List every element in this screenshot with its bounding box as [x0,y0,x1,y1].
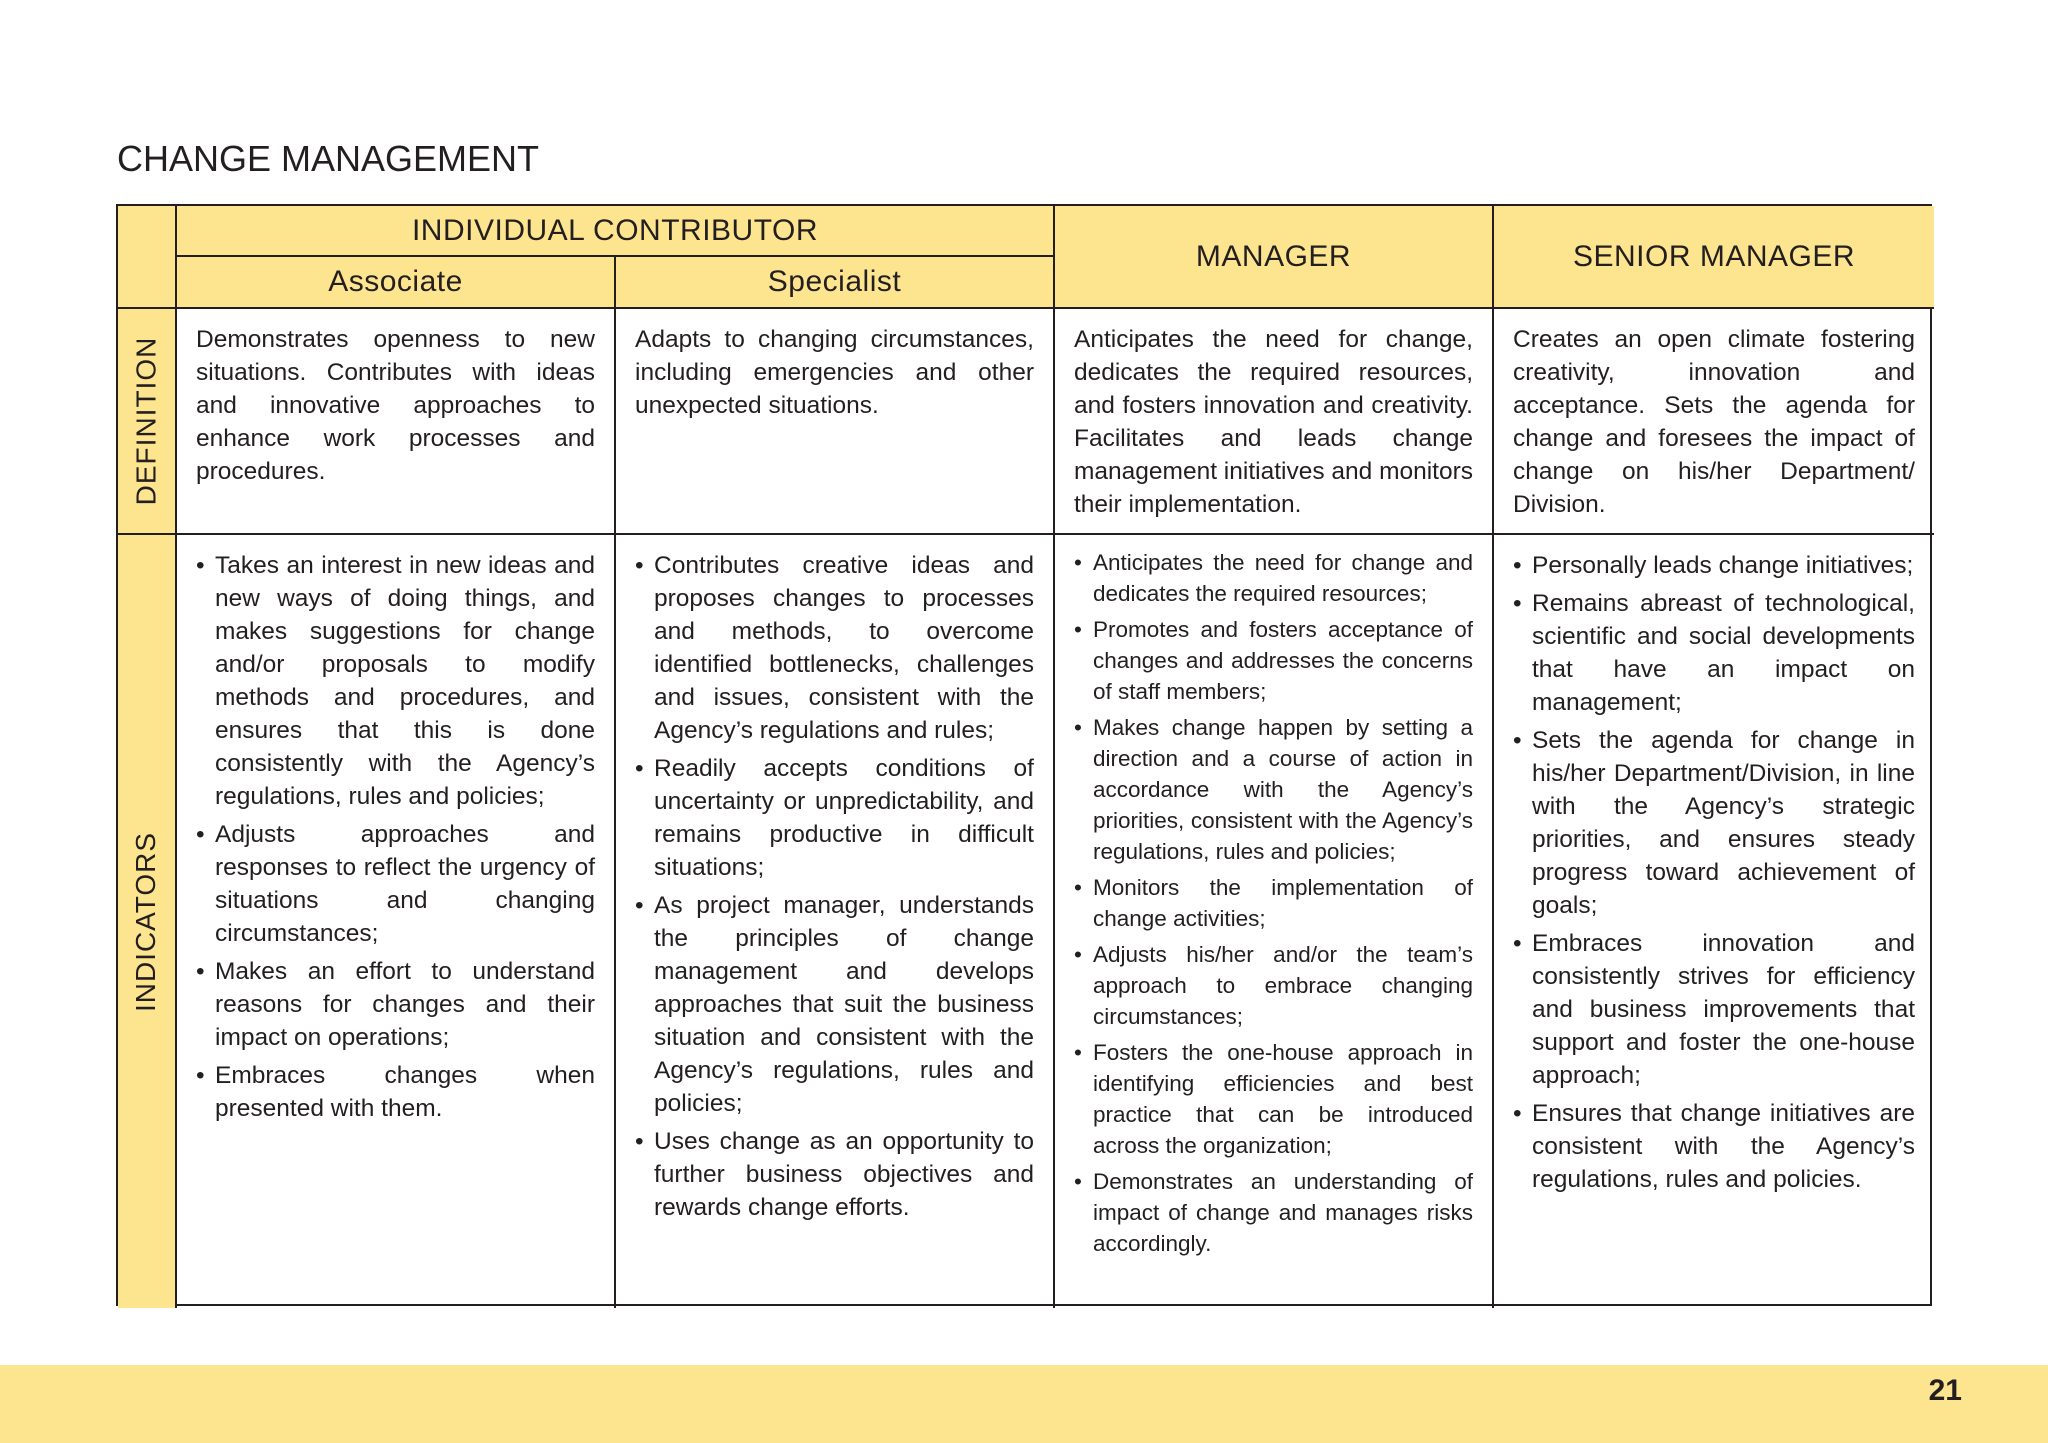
indicator-item: • Takes an interest in new ideas and new ways of doing things, and makes suggestions for change and/or proposals to modify methods and procedures, and ensures that this is done consistently with the Agency’s regulations, rules and policies; [196,549,595,813]
indicator-item: • Uses change as an opportunity to further business objectives and rewards change efforts. [635,1125,1034,1224]
header-associate: Associate [177,257,616,309]
indicators-manager [1055,535,1494,1308]
corner-cell [118,206,177,309]
definition-associate: Demonstrates openness to new situations. Contributes with ideas and innovative approaches to enhance work processes and procedures. [177,309,616,535]
indicator-item: • Makes an effort to understand reasons for changes and their impact on operations; [196,955,595,1054]
header-specialist: Specialist [616,257,1055,309]
indicator-item: • Sets the agenda for change in his/her Department/Division, in line with the Agency’s strategic priorities, and ensures steady progress toward achievement of goals; [1513,724,1915,922]
definition-specialist: Adapts to changing circumstances, including emergencies and other unexpected situations. [616,309,1055,535]
indicators-label: INDICATORS [130,831,162,1012]
header-manager: MANAGER [1055,206,1494,309]
page-number: 21 [1928,1374,1962,1407]
indicator-item: • Readily accepts conditions of uncertainty or unpredictability, and remains productive in difficult situations; [635,752,1034,884]
row-label-indicators [118,535,177,1308]
indicator-item: • Embraces innovation and consistently strives for efficiency and business improvements that support and foster the one-house approach; [1513,927,1915,1092]
indicator-item: • Embraces changes when presented with them. [196,1059,595,1125]
definition-senior-manager: Creates an open climate fostering creativity, innovation and acceptance. Sets the agenda for change and foresees the impact of change on his/her Department/ Division. [1494,309,1934,535]
indicator-item: • Contributes creative ideas and proposes changes to processes and methods, to overcome identified bottlenecks, challenges and issues, consistent with the Agency’s regulations and rules; [635,549,1034,747]
page-title: CHANGE MANAGEMENT [117,138,540,179]
indicator-item: • Demonstrates an understanding of impact of change and manages risks accordingly. [1074,1166,1473,1259]
indicator-item: • Adjusts his/her and/or the team’s approach to embrace changing circumstances; [1074,939,1473,1032]
indicator-list [1513,549,1915,1196]
indicator-item: • Adjusts approaches and responses to reflect the urgency of situations and changing circumstances; [196,818,595,950]
row-label-definition [118,309,177,535]
indicator-item: • Personally leads change initiatives; [1513,549,1915,582]
indicator-list [1074,547,1473,1259]
header-senior-manager: SENIOR MANAGER [1494,206,1934,309]
indicator-item: • Makes change happen by setting a direction and a course of action in accordance with the Agency’s priorities, consistent with the Agency’s regulations, rules and policies; [1074,712,1473,867]
indicators-specialist [616,535,1055,1308]
indicator-list [196,549,595,1125]
indicators-senior-manager [1494,535,1934,1308]
indicator-item: • Promotes and fosters acceptance of changes and addresses the concerns of staff members; [1074,614,1473,707]
footer-band [0,1365,2048,1443]
indicator-item: • As project manager, understands the principles of change management and develops approaches that suit the business situation and consistent with the Agency’s regulations, rules and policies; [635,889,1034,1120]
indicator-item: • Monitors the implementation of change activities; [1074,872,1473,934]
definition-manager: Anticipates the need for change, dedicates the required resources, and fosters innovation and creativity. Facilitates and leads change management initiatives and monitors their implementation. [1055,309,1494,535]
indicator-item: • Anticipates the need for change and dedicates the required resources; [1074,547,1473,609]
indicator-item: • Remains abreast of technological, scientific and social developments that have an impact on management; [1513,587,1915,719]
indicator-item: • Ensures that change initiatives are consistent with the Agency’s regulations, rules and policies. [1513,1097,1915,1196]
indicator-item: • Fosters the one-house approach in identifying efficiencies and best practice that can be introduced across the organization; [1074,1037,1473,1161]
competency-table [116,204,1932,1306]
indicator-list [635,549,1034,1224]
definition-label: DEFINITION [130,336,162,506]
header-individual-contributor: INDIVIDUAL CONTRIBUTOR [177,206,1055,257]
indicators-associate [177,535,616,1308]
